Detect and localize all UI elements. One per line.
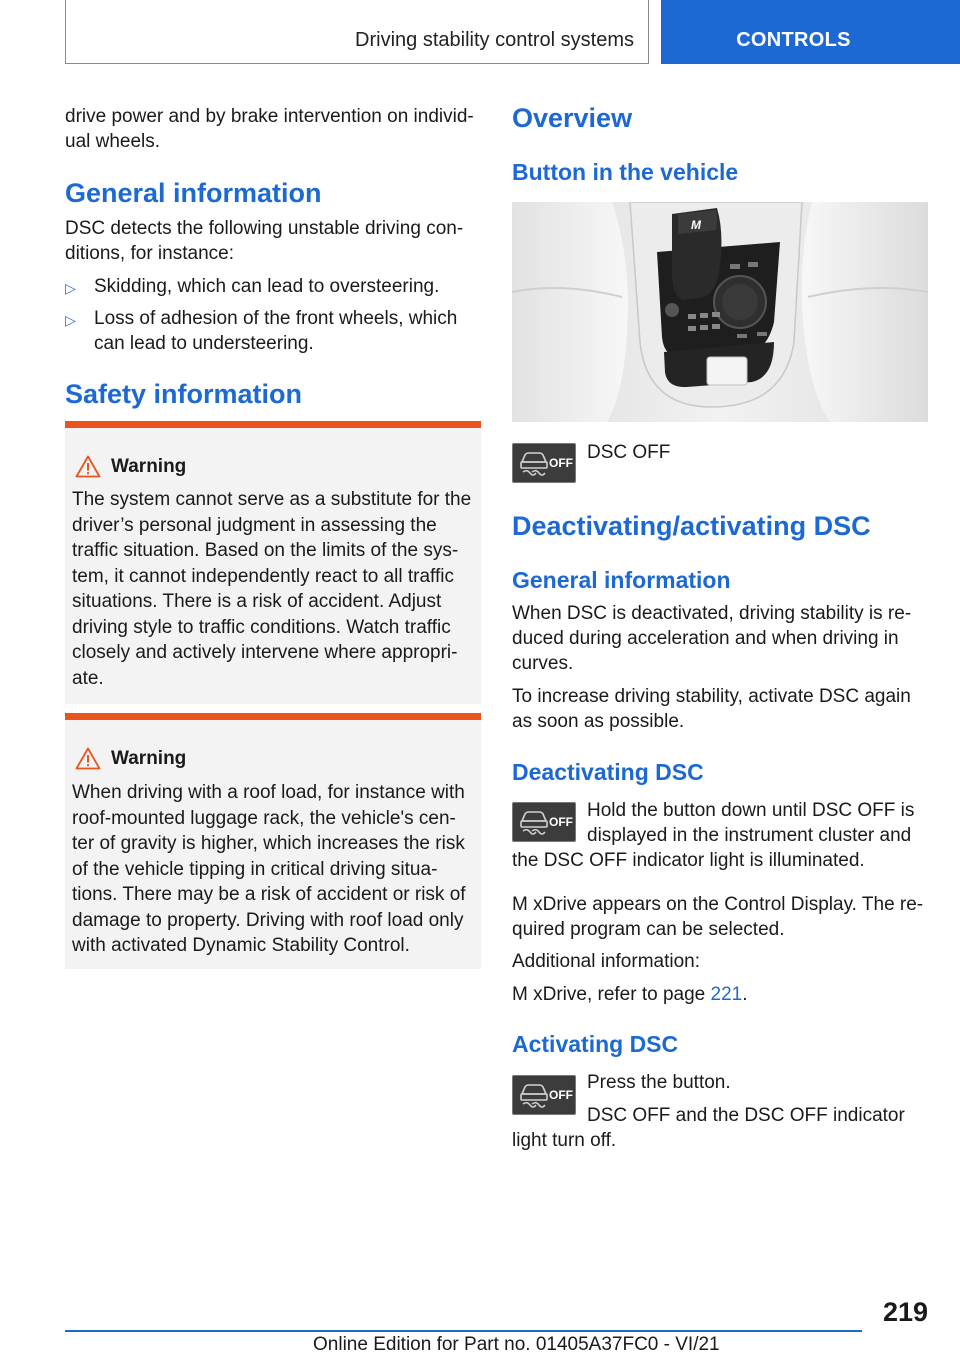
activating-dsc-heading: Activating DSC [512,1031,679,1057]
warning-title: Warning [111,456,187,477]
dsc-off-icon [513,444,575,482]
paragraph-line: DSC OFF and the DSC OFF indicator [587,1105,905,1126]
paragraph-line: the DSC OFF indicator light is illuminated. [512,850,865,871]
warning-box [65,421,481,704]
header-bar [65,0,649,64]
chapter-title: Driving stability control systems [355,29,634,51]
warning-line: driving style to traffic conditions. Watch traffic [72,616,451,638]
page-reference-link[interactable]: 221 [710,984,743,1005]
m-logo: M [691,218,701,232]
paragraph-line: Press the button. [587,1072,731,1093]
list-item-text: Loss of adhesion of the front wheels, which [94,308,458,329]
section-label: CONTROLS [736,29,851,51]
paragraph-line: duced during acceleration and when driving in [512,628,899,649]
warning-line: of the vehicle tipping in critical driving situa- [72,858,438,880]
warning-line: roof-mounted luggage rack, the vehicle's cen- [72,807,456,829]
paragraph-line: When DSC is deactivated, driving stability is re- [512,603,912,624]
dsc-off-icon [513,1076,575,1114]
warning-line: damage to property. Driving with roof load only [72,909,464,931]
warning-line: traffic situation. Based on the limits of the sys- [72,540,459,561]
list-item-text: can lead to understeering. [94,333,314,354]
dsc-off-button-icon [512,802,576,842]
safety-information-heading: Safety information [65,379,303,409]
paragraph-line: light turn off. [512,1130,617,1151]
triangle-bullet-icon: ▷ [65,312,76,328]
console-illustration [512,202,928,422]
warning-line: ate. [72,667,104,689]
list-item-text: Skidding, which can lead to oversteering. [94,276,440,297]
section-tab[interactable] [661,0,960,64]
button-in-vehicle-heading: Button in the vehicle [512,159,739,185]
warning-line: with activated Dynamic Stability Control. [72,935,410,956]
warning-box [65,713,481,969]
paragraph-line: displayed in the instrument cluster and [587,825,912,846]
warning-line: tions. There may be a risk of accident or risk of [72,884,466,905]
paragraph-line: To increase driving stability, activate DSC again [512,686,911,707]
warning-line: The system cannot serve as a substitute for the [72,489,472,510]
paragraph-line: M xDrive appears on the Control Display. The re- [512,894,924,915]
warning-line: closely and actively intervene where appropri- [72,642,458,663]
warning-line: When driving with a roof load, for instance with [72,782,465,803]
svg-text:OFF: OFF [549,1088,573,1102]
dsc-off-button-icon [512,443,576,483]
paragraph-line: as soon as possible. [512,711,685,732]
page-reference-text: M xDrive, refer to page [512,984,711,1005]
warning-triangle-icon [75,747,101,770]
svg-text:OFF: OFF [549,456,573,470]
overview-heading: Overview [512,103,633,133]
paragraph-line: quired program can be selected. [512,919,785,940]
additional-information-label: Additional information: [512,951,700,972]
footer-divider [65,1330,862,1332]
paragraph-line: Hold the button down until DSC OFF is [587,800,915,821]
general-text-line-1: DSC detects the following unstable driving con- [65,218,464,239]
paragraph-line: curves. [512,653,574,674]
right-general-information-heading: General information [512,567,731,593]
warning-line: tem, it cannot independently react to all traffic [72,565,454,587]
warning-title: Warning [111,748,187,769]
intro-line-1: drive power and by brake intervention on individ- [65,106,474,127]
general-text-line-2: ditions, for instance: [65,243,234,264]
page-reference: M xDrive, refer to page 221. [512,984,748,1005]
warning-line: ter of gravity is higher, which increases the risk [72,833,465,854]
page-number: 219 [882,1297,928,1327]
warning-line: driver’s personal judgment in assessing the [72,514,437,536]
triangle-bullet-icon: ▷ [65,280,76,296]
general-information-heading: General information [65,178,322,208]
dsc-off-button-icon [512,1075,576,1115]
deactivating-activating-heading: Deactivating/activating DSC [512,511,871,541]
deactivating-dsc-heading: Deactivating DSC [512,759,704,785]
edition-footer: Online Edition for Part no. 01405A37FC0 - VI/21 [313,1334,720,1355]
intro-line-2: ual wheels. [65,131,161,152]
svg-text:OFF: OFF [549,815,573,829]
dsc-off-label: DSC OFF [587,442,671,463]
warning-line: situations. There is a risk of accident. Adjust [72,591,442,612]
warning-triangle-icon [75,455,101,478]
center-console-photo [512,202,928,422]
dsc-off-icon [513,803,575,841]
